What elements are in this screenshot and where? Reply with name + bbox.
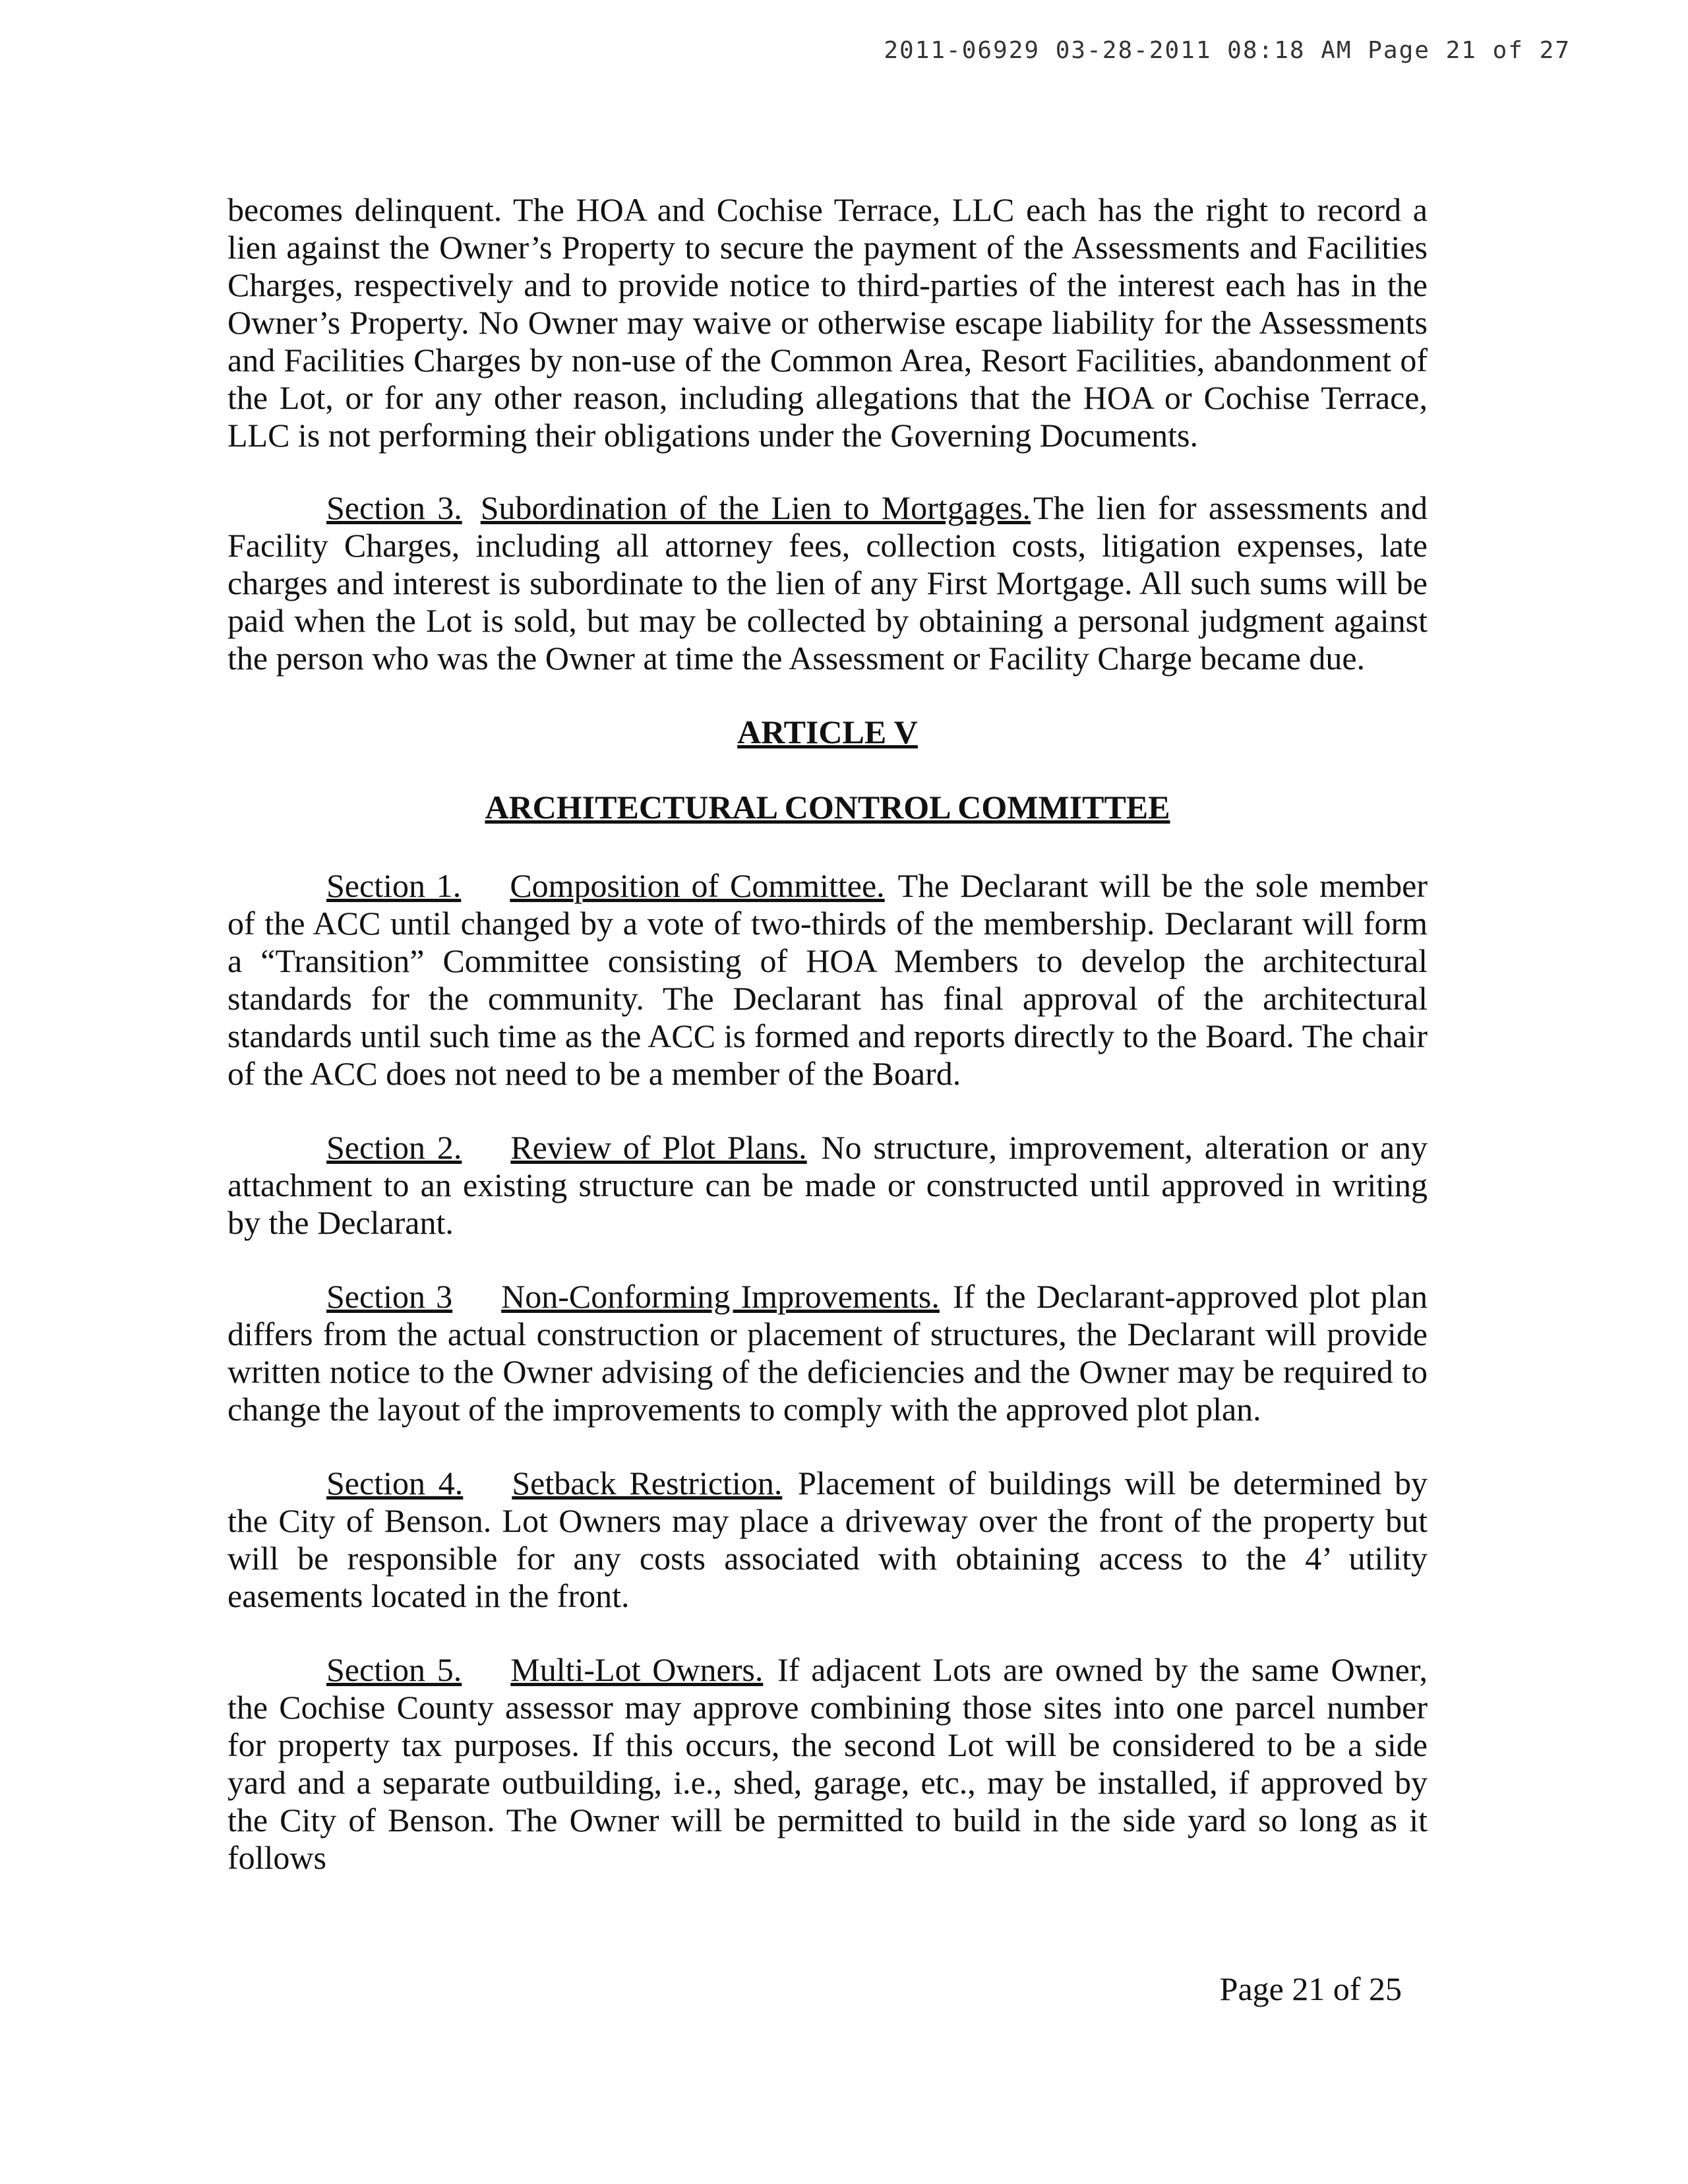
section-label: Section 2. bbox=[326, 1129, 462, 1166]
section-1 bbox=[227, 867, 1428, 1093]
section-title: Multi-Lot Owners. bbox=[510, 1651, 764, 1688]
section-text: If adjacent Lots are owned by the same Owner, the Cochise County assessor may approve combining those sites into one parcel number for property tax purposes. If this occurs, the second Lot will be considered to be a side yard and a separate outbuilding, i.e., shed, garage, etc., may be installed, if approved by the City of Benson. The Owner will be permitted to build in the side yard so long as it follows bbox=[227, 1651, 1428, 1876]
section-5 bbox=[227, 1651, 1428, 1877]
page-number: Page 21 of 25 bbox=[1219, 1970, 1402, 2007]
section-text: The Declarant will be the sole member of the ACC until changed by a vote of two-thirds of the membership. Declarant will form a “Transition” Committee consisting of HOA Members to develop the architectural standards for the community. The Declarant has final approval of the architectural standards until such time as the ACC is formed and reports directly to the Board. The chair of the ACC does not need to be a member of the Board. bbox=[227, 867, 1428, 1092]
section-label: Section 5. bbox=[326, 1651, 462, 1688]
section-4 bbox=[227, 1465, 1428, 1615]
article-heading: ARTICLE V bbox=[737, 713, 918, 750]
section-label: Section 3 bbox=[326, 1278, 453, 1315]
opening-paragraph: becomes delinquent. The HOA and Cochise Terrace, LLC each has the right to record a lien against the Owner’s Property to secure the payment of the Assessments and Facilities Charges, respectively and to provide notice to third-parties of the interest each has in the Owner’s Property. No Owner may waive or otherwise escape liability for the Assessments and Facilities Charges by non-use of the Common Area, Resort Facilities, abandonment of the Lot, or for any other reason, including allegations that the HOA or Cochise Terrace, LLC is not performing their obligations under the Governing Documents. bbox=[227, 191, 1428, 454]
section-title: Non-Conforming Improvements. bbox=[501, 1278, 940, 1315]
article-iv-section-3 bbox=[227, 489, 1428, 677]
section-label: Section 1. bbox=[326, 867, 462, 904]
section-2 bbox=[227, 1129, 1428, 1242]
section-label: Section 3. bbox=[326, 489, 462, 526]
fax-header: 2011-06929 03-28-2011 08:18 AM Page 21 of 27 bbox=[884, 37, 1571, 64]
section-title: Review of Plot Plans. bbox=[510, 1129, 807, 1166]
section-title: Composition of Committee. bbox=[510, 867, 885, 904]
section-text: The lien for assessments and Facility Charges, including all attorney fees, collection costs, litigation expenses, late charges and interest is subordinate to the lien of any First Mortgage. All such sums will be paid when the Lot is sold, but may be collected by obtaining a personal judgment against the person who was the Owner at time the Assessment or Facility Charge became due. bbox=[227, 489, 1428, 677]
section-text: No structure, improvement, alteration or any attachment to an existing structure can be made or constructed until approved in writing by the Declarant. bbox=[227, 1129, 1428, 1241]
section-label: Section 4. bbox=[326, 1465, 464, 1502]
section-title: Subordination of the Lien to Mortgages. bbox=[480, 489, 1031, 526]
article-title: ARCHITECTURAL CONTROL COMMITTEE bbox=[485, 789, 1170, 826]
section-text: If the Declarant-approved plot plan differs from the actual construction or placement of structures, the Declarant will provide written notice to the Owner advising of the deficiencies and the Owner may be required to change the layout of the improvements to comply with the approved plot plan. bbox=[227, 1278, 1428, 1428]
section-title: Setback Restriction. bbox=[512, 1465, 783, 1502]
section-3 bbox=[227, 1278, 1428, 1428]
document-body bbox=[227, 191, 1428, 1913]
section-text: Placement of buildings will be determined by the City of Benson. Lot Owners may place a driveway over the front of the property but will be responsible for any costs associated with obtaining access to the 4’ utility easements located in the front. bbox=[227, 1465, 1428, 1614]
